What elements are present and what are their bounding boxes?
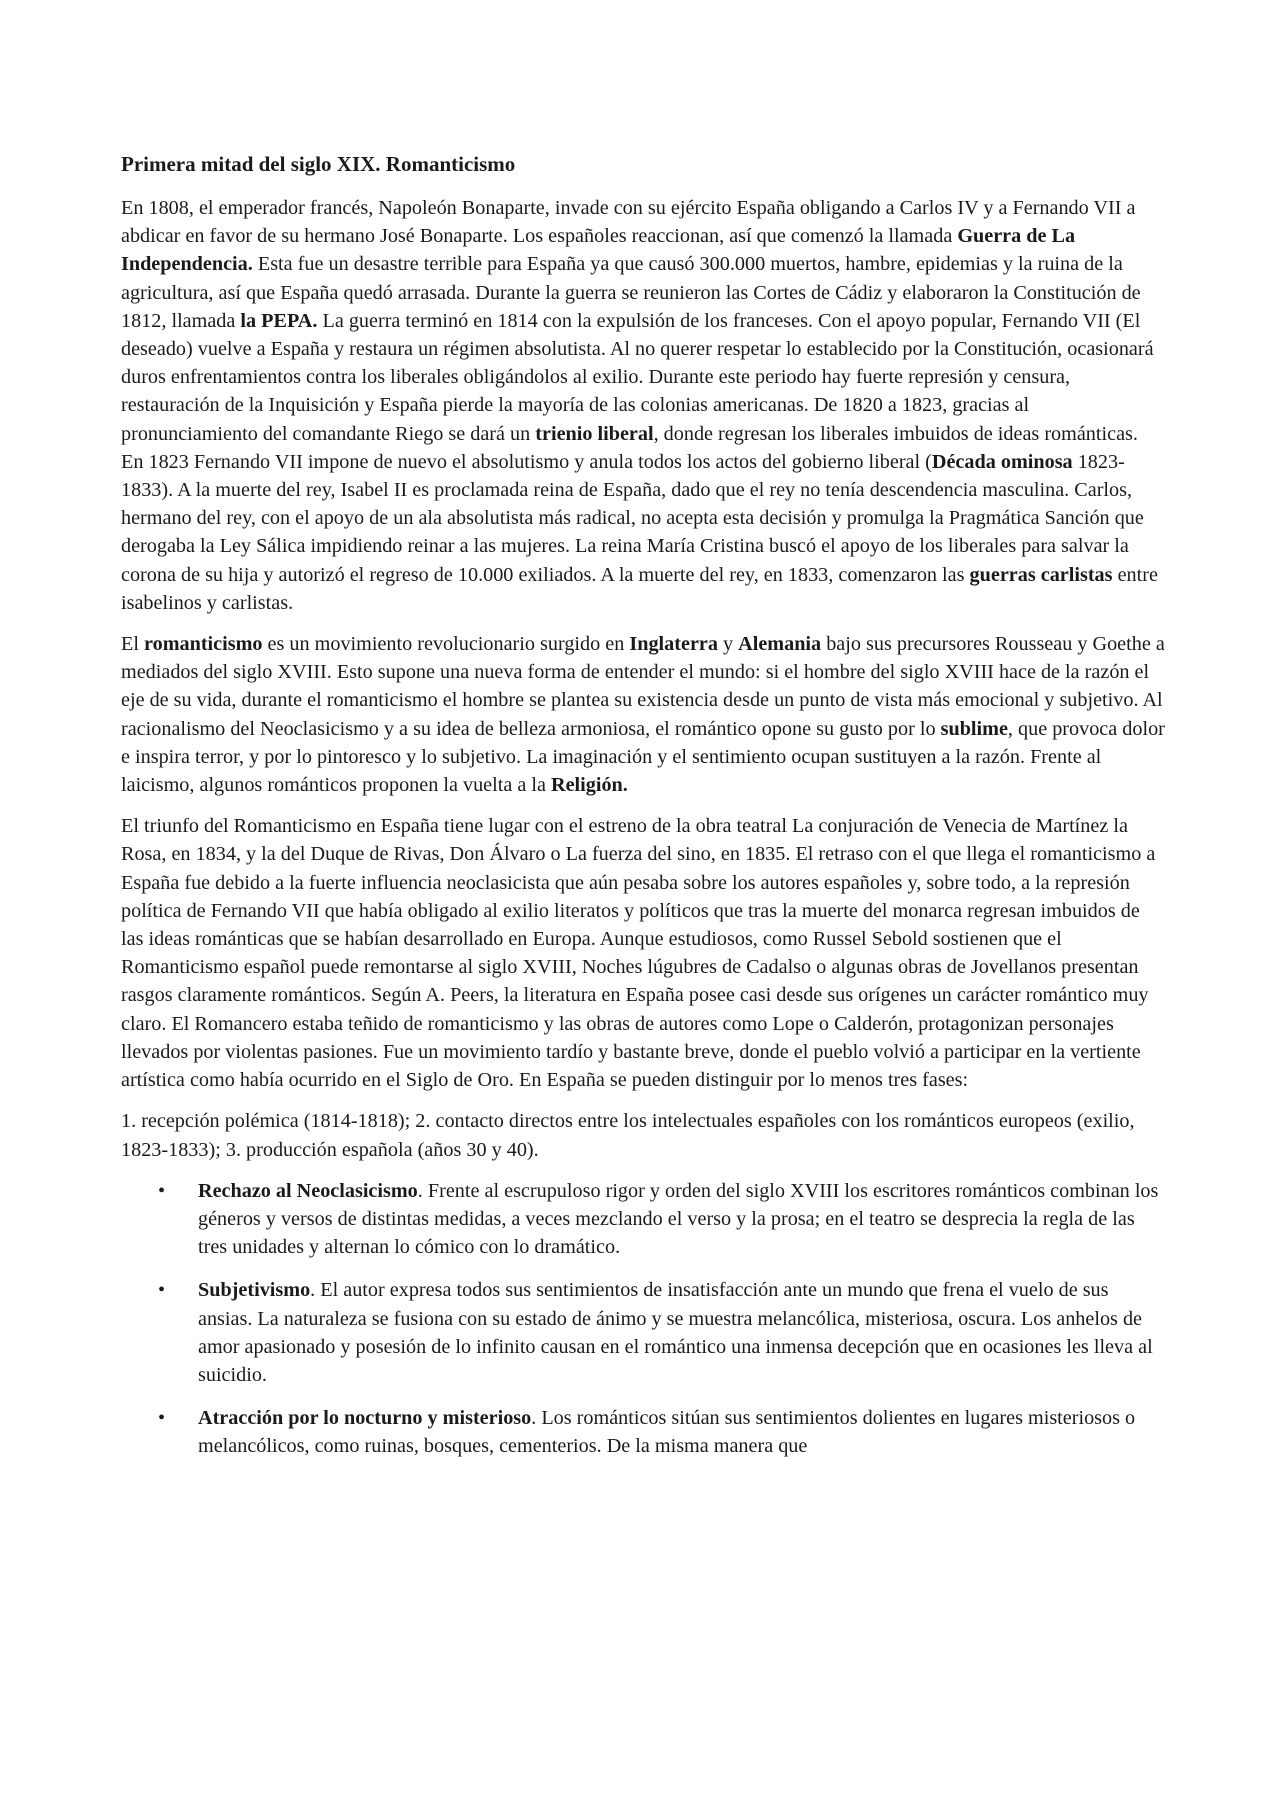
bold-text: la PEPA. xyxy=(240,309,318,332)
bold-text: trienio liberal xyxy=(535,422,654,445)
text-run: El triunfo del Romanticismo en España tiene lugar con el estreno de la obra teatral La conjuración de Venecia de Martínez la Rosa, en 1834, y la del Duque de Rivas, Don Álvaro o La fuerza del sino, en 1835. El retraso con el que llega el romanticismo a España fue debido a la fuerte influencia neoclasicista que aún pesaba sobre los autores españoles y, sobre todo, a la represión política de Fernando VII que había obligado al exilio literatos y políticos que tras la muerte del monarca regresan imbuidos de las ideas románticas que se habían desarrollado en Europa. Aunque estudiosos, como Russel Sebold sostienen que el Romanticismo español puede remontarse al siglo XVIII, Noches lúgubres de Cadalso o algunas obras de Jovellanos presentan rasgos claramente románticos. Según A. Peers, la literatura en España posee casi desde sus orígenes un carácter romántico muy claro. El Romancero estaba teñido de romanticismo y las obras de autores como Lope o Calderón, protagonizan personajes llevados por violentas pasiones. Fue un movimiento tardío y bastante breve, donde el pueblo volvió a participar en la vertiente artística como había ocurrido en el Siglo de Oro. En España se pueden distinguir por lo menos tres fases: xyxy=(121,815,1156,1092)
bold-text: romanticismo xyxy=(144,633,263,656)
bold-text: Alemania xyxy=(738,633,822,656)
text-run: . Frente al escrupuloso rigor y orden del siglo XVIII los escritores románticos combinan los géneros y versos de distintas medidas, a veces mezclando el verso y la prosa; en el teatro se desprecia la regla de las tres unidades y alternan lo cómico con lo dramático. xyxy=(198,1179,1159,1259)
text-run: y xyxy=(717,633,739,656)
list-item xyxy=(121,1404,1165,1460)
bullet-icon: • xyxy=(158,1279,166,1302)
text-run: La guerra terminó en 1814 con la expulsión de los franceses. Con el apoyo popular, Fernando VII (El deseado) vuelve a España y restaura un régimen absolutista. Al no querer respetar lo establecido por la Constitución, ocasionará duros enfrentamientos contra los liberales obligándolos al exilio. Durante este periodo hay fuerte represión y censura, restauración de la Inquisición y España pierde la mayoría de las colonias americanas. De 1820 a 1823, gracias al pronunciamiento del comandante Riego se dará un xyxy=(121,309,1154,445)
text-run: bajo sus precursores Rousseau y Goethe a mediados del siglo XVIII. Esto supone una nueva forma de entender el mundo: si el hombre del siglo XVIII hace de la razón el eje de su vida, durante el romanticismo el hombre se plantea su existencia desde un punto de vista más emocional y subjetivo. Al racionalismo del Neoclasicismo y a su idea de belleza armoniosa, el romántico opone su gusto por lo xyxy=(121,633,1165,740)
list-item xyxy=(121,1276,1165,1389)
text-run: . El autor expresa todos sus sentimientos de insatisfacción ante un mundo que frena el vuelo de sus ansias. La naturaleza se fusiona con su estado de ánimo y se muestra melancólica, misteriosa, oscura. Los anhelos de amor apasionado y posesión de lo infinito causan en el romántico una inmensa decepción que en ocasiones les lleva al suicidio. xyxy=(198,1279,1153,1386)
bold-text: Rechazo al Neoclasicismo xyxy=(198,1179,418,1202)
list-item-text xyxy=(198,1407,1135,1457)
text-run: El xyxy=(121,633,144,656)
bold-text: sublime xyxy=(940,717,1008,740)
bold-text: guerras carlistas xyxy=(969,563,1113,586)
text-run: , que provoca dolor e inspira terror, y por lo pintoresco y lo subjetivo. La imaginación y el sentimiento ocupan sustituyen a la razón. Frente al laicismo, algunos románticos proponen la vuelta a la xyxy=(121,717,1165,797)
document-page xyxy=(121,150,1165,1476)
text-run: 1. recepción polémica (1814-1818); 2. contacto directos entre los intelectuales españoles con los románticos europeos (exilio, 1823-1833); 3. producción española (años 30 y 40). xyxy=(121,1110,1135,1161)
paragraph-romanticismo xyxy=(121,630,1165,799)
text-run: En 1808, el emperador francés, Napoleón Bonaparte, invade con su ejército España obligando a Carlos IV y a Fernando VII a abdicar en favor de su hermano José Bonaparte. Los españoles reaccionan, así que comenzó la llamada xyxy=(121,197,1136,248)
text-run: entre isabelinos y carlistas. xyxy=(121,563,1158,614)
bold-text: Subjetivismo xyxy=(198,1279,311,1302)
paragraph-triunfo xyxy=(121,812,1165,1094)
text-run: . Los románticos sitúan sus sentimientos dolientes en lugares misteriosos o melancólicos, como ruinas, bosques, cementerios. De la misma manera que xyxy=(198,1407,1136,1458)
text-run: , donde regresan los liberales imbuidos de ideas románticas. En 1823 Fernando VII impone de nuevo el absolutismo y anula todos los actos del gobierno liberal ( xyxy=(121,422,1138,473)
text-run: es un movimiento revolucionario surgido en xyxy=(262,633,630,656)
paragraph-independencia xyxy=(121,194,1165,617)
list-item-text xyxy=(198,1279,1153,1386)
bold-text: Década ominosa xyxy=(931,450,1073,473)
paragraph-fases xyxy=(121,1107,1165,1163)
document-title: Primera mitad del siglo XIX. Romanticismo xyxy=(121,152,516,176)
bold-text: Guerra de La Independencia. xyxy=(121,225,1076,276)
bold-text: Religión. xyxy=(551,774,628,797)
bold-text: Inglaterra xyxy=(629,633,718,656)
bold-text: Atracción por lo nocturno y misterioso xyxy=(198,1407,532,1430)
bullet-icon: • xyxy=(158,1407,166,1430)
characteristics-list xyxy=(121,1177,1165,1461)
list-item xyxy=(121,1177,1165,1262)
list-item-text xyxy=(198,1180,1158,1258)
text-run: Esta fue un desastre terrible para España ya que causó 300.000 muertos, hambre, epidemias y la ruina de la agricultura, así que España quedó arrasada. Durante la guerra se reunieron las Cortes de Cádiz y elaboraron la Constitución de 1812, llamada xyxy=(121,253,1141,332)
text-run: 1823-1833). A la muerte del rey, Isabel II es proclamada reina de España, dado que el rey no tenía descendencia masculina. Carlos, hermano del rey, con el apoyo de un ala absolutista más radical, no acepta esta decisión y promulga la Pragmática Sanción que derogaba la Ley Sálica impidiendo reinar a las mujeres. La reina María Cristina buscó el apoyo de los liberales para salvar la corona de su hija y autorizó el regreso de 10.000 exiliados. A la muerte del rey, en 1833, comenzaron las xyxy=(121,450,1144,586)
bullet-icon: • xyxy=(158,1179,166,1202)
